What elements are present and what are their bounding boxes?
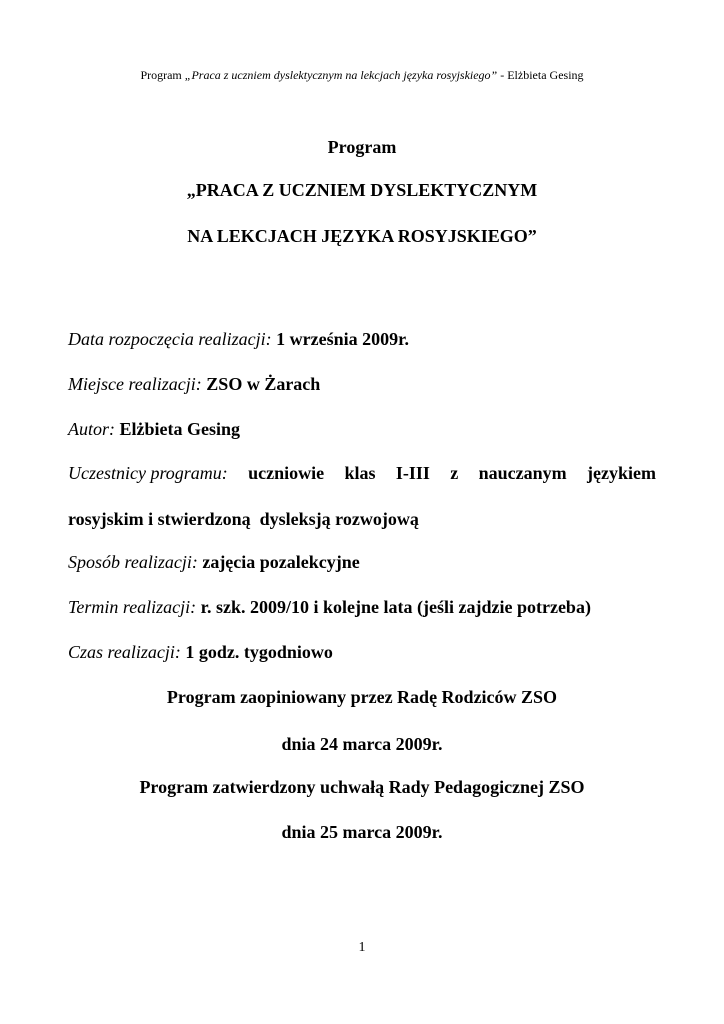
field-author [68, 418, 656, 440]
field-value: rosyjskim i stwierdzoną dysleksją rozwojową [68, 509, 419, 529]
field-value-word: nauczanym [478, 463, 567, 483]
running-header [0, 68, 724, 82]
field-start-date [68, 328, 656, 350]
field-time [68, 641, 656, 663]
field-value: zajęcia pozalekcyjne [202, 552, 360, 572]
field-participants [68, 462, 656, 484]
field-label: Uczestnicy programu: [68, 463, 228, 483]
field-value-word: językiem [587, 463, 656, 483]
field-place [68, 373, 656, 395]
page-number: 1 [358, 940, 366, 955]
field-term [68, 596, 656, 618]
field-label: Data rozpoczęcia realizacji: [68, 329, 272, 349]
running-header-prefix: Program [140, 68, 185, 82]
document-title: Program [327, 137, 397, 157]
field-label: Autor: [68, 419, 115, 439]
approval-parents-date: dnia 24 marca 2009r. [281, 734, 443, 754]
field-value: Elżbieta Gesing [119, 419, 240, 439]
field-value-word: I-III [395, 463, 430, 483]
field-value-word: klas [344, 463, 376, 483]
field-value: ZSO w Żarach [206, 374, 321, 394]
field-label: Termin realizacji: [68, 597, 197, 617]
running-header-author: - Elżbieta Gesing [497, 68, 584, 82]
field-label: Sposób realizacji: [68, 552, 198, 572]
program-name-line-2: NA LEKCJACH JĘZYKA ROSYJSKIEGO” [187, 226, 537, 246]
field-mode [68, 551, 656, 573]
field-value-word: z [450, 463, 459, 483]
running-header-title: „Praca z uczniem dyslektycznym na lekcjach języka rosyjskiego” [184, 68, 498, 82]
program-name-line-1: „PRACA Z UCZNIEM DYSLEKTYCZNYM [186, 180, 538, 200]
approval-teachers-council: Program zatwierdzony uchwałą Rady Pedagogicznej ZSO [139, 777, 585, 797]
field-value: 1 września 2009r. [276, 329, 409, 349]
field-value-word: uczniowie [248, 463, 325, 483]
field-label: Czas realizacji: [68, 642, 181, 662]
approval-teachers-date: dnia 25 marca 2009r. [281, 822, 443, 842]
field-label: Miejsce realizacji: [68, 374, 202, 394]
field-participants-continuation [68, 508, 656, 530]
approval-parents-council: Program zaopiniowany przez Radę Rodziców ZSO [166, 687, 558, 707]
field-value: 1 godz. tygodniowo [185, 642, 333, 662]
field-value: r. szk. 2009/10 i kolejne lata (jeśli zajdzie potrzeba) [200, 597, 591, 617]
